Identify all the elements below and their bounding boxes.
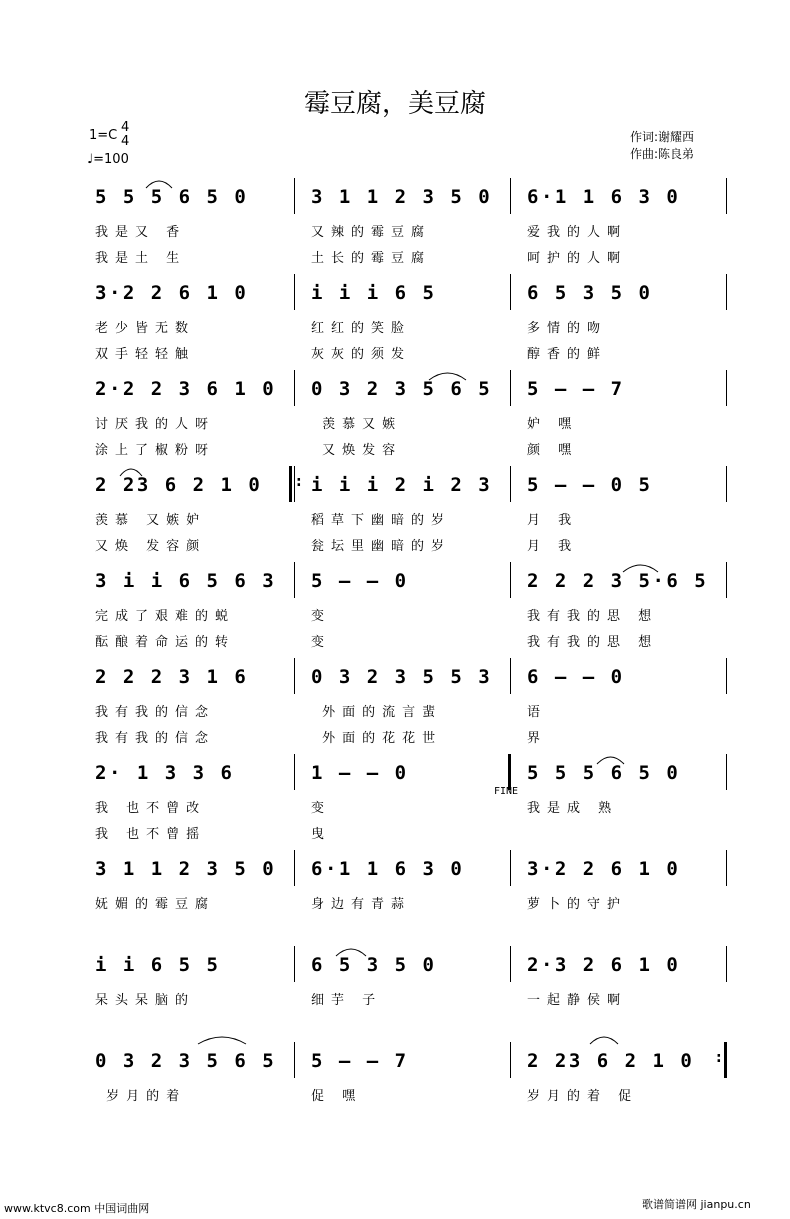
staff-system [0, 656, 790, 752]
lyric-verse-1: 一起静侯啊 [527, 993, 628, 1008]
song-title: 霉豆腐，美豆腐 [303, 89, 486, 119]
staff-system [0, 848, 790, 944]
barline [294, 178, 295, 214]
lyric-verse-2: 外面的花花世 [311, 731, 443, 746]
barline [726, 274, 727, 310]
staff-system [0, 752, 790, 848]
barline [510, 850, 511, 886]
measure-notes: 2·3 2 6 1 0 [527, 954, 681, 976]
lyric-verse-1: 变 [311, 801, 332, 816]
measure-notes: 2 23 6 2 1 0 [95, 474, 263, 496]
footer-left: www.ktvc8.com 中国词曲网 [4, 1202, 150, 1215]
staff-system [0, 1040, 790, 1136]
barline [294, 850, 295, 886]
measure-notes: 5 5 5 6 5 0 [527, 762, 681, 784]
barline [294, 1042, 295, 1078]
lyric-verse-1: 岁月的着 促 [527, 1089, 639, 1104]
barline [294, 754, 295, 790]
fine-barline [508, 754, 511, 790]
barline [510, 946, 511, 982]
measure-notes: 6 5 3 5 0 [527, 282, 653, 304]
lyric-verse-1: 我是又 香 [95, 225, 187, 240]
barline [726, 370, 727, 406]
measure-notes: 0 3 2 3 5 6 5 [311, 378, 493, 400]
lyric-verse-2: 我有我的思 想 [527, 635, 659, 650]
lyric-verse-1: 妩媚的霉豆腐 [95, 897, 216, 912]
lyricist-credit: 作词:谢耀西 [630, 130, 695, 144]
lyric-verse-2: 曳 [311, 827, 332, 842]
lyric-verse-1: 稻草下幽暗的岁 [311, 513, 452, 528]
barline [294, 466, 295, 502]
barline [726, 562, 727, 598]
measure-notes: 6 5 3 5 0 [311, 954, 437, 976]
barline [510, 466, 511, 502]
time-signature-top: 4 [121, 120, 130, 135]
staff-system [0, 176, 790, 272]
time-signature [121, 121, 129, 149]
measure-notes: i i 6 5 5 [95, 954, 221, 976]
lyric-verse-2: 呵护的人啊 [527, 251, 628, 266]
fine-label: FINE [494, 786, 519, 797]
measure-notes: 6·1 1 6 3 0 [527, 186, 681, 208]
barline [294, 658, 295, 694]
repeat-dots-icon: : [296, 474, 302, 490]
measure-notes: 2·2 2 3 6 1 0 [95, 378, 277, 400]
lyric-verse-1: 讨厌我的人呀 [95, 417, 216, 432]
measure-notes: 0 3 2 3 5 6 5 [95, 1050, 277, 1072]
barline [294, 370, 295, 406]
barline [726, 754, 727, 790]
barline [510, 658, 511, 694]
measure-notes: 0 3 2 3 5 5 3 [311, 666, 493, 688]
lyric-verse-1: 多情的吻 [527, 321, 608, 336]
repeat-dots-icon: : [716, 1050, 722, 1066]
staff-system [0, 464, 790, 560]
measure-notes: 5 – – 7 [527, 378, 625, 400]
repeat-end-barline [724, 1042, 727, 1078]
lyric-verse-2: 灰灰的须发 [311, 347, 412, 362]
barline [510, 562, 511, 598]
barline [510, 178, 511, 214]
composer-credit: 作曲:陈良弟 [630, 147, 695, 161]
lyric-verse-2: 双手轻轻触 [95, 347, 196, 362]
measure-notes: 2 23 6 2 1 0 [527, 1050, 695, 1072]
lyric-verse-1: 羡慕又嫉 [311, 417, 403, 432]
lyric-verse-1: 我有我的思 想 [527, 609, 659, 624]
lyric-verse-2: 月 我 [527, 539, 579, 554]
lyric-verse-1: 萝卜的守护 [527, 897, 628, 912]
measure-notes: 2 2 2 3 1 6 [95, 666, 249, 688]
footer-right: 歌谱简谱网 jianpu.cn [642, 1198, 751, 1211]
measure-notes: 2 2 2 3 5·6 5 [527, 570, 709, 592]
measure-notes: 6 – – 0 [527, 666, 625, 688]
lyric-verse-1: 身边有青蒜 [311, 897, 412, 912]
lyric-verse-2: 我是土 生 [95, 251, 187, 266]
staff-system [0, 272, 790, 368]
key-signature: 1=C [89, 128, 118, 143]
measure-notes: 5 5 5 6 5 0 [95, 186, 249, 208]
lyric-verse-1: 岁月的着 [95, 1089, 187, 1104]
lyric-verse-1: 又辣的霉豆腐 [311, 225, 432, 240]
lyric-verse-2: 醇香的鲜 [527, 347, 608, 362]
lyric-verse-1: 促 嘿 [311, 1089, 363, 1104]
staff-system [0, 368, 790, 464]
barline [510, 274, 511, 310]
barline [726, 178, 727, 214]
measure-notes: 5 – – 0 5 [527, 474, 653, 496]
measure-notes: i i i 2 i 2 3 [311, 474, 493, 496]
barline [726, 466, 727, 502]
lyric-verse-1: 红红的笑脸 [311, 321, 412, 336]
lyric-verse-1: 语 [527, 705, 548, 720]
barline [510, 1042, 511, 1078]
lyric-verse-1: 我 也不曾改 [95, 801, 207, 816]
measure-notes: i i i 6 5 [311, 282, 437, 304]
lyric-verse-2: 土长的霉豆腐 [311, 251, 432, 266]
measure-notes: 6·1 1 6 3 0 [311, 858, 465, 880]
barline [726, 946, 727, 982]
lyric-verse-1: 老少皆无数 [95, 321, 196, 336]
lyric-verse-1: 爱我的人啊 [527, 225, 628, 240]
lyric-verse-1: 变 [311, 609, 332, 624]
measure-notes: 2· 1 3 3 6 [95, 762, 235, 784]
lyric-verse-1: 细芋 子 [311, 993, 383, 1008]
lyric-verse-2: 变 [311, 635, 332, 650]
lyric-verse-1: 呆头呆脑的 [95, 993, 196, 1008]
lyric-verse-2: 我有我的信念 [95, 731, 216, 746]
measure-notes: 3 1 1 2 3 5 0 [95, 858, 277, 880]
measure-notes: 3 i i 6 5 6 3 [95, 570, 277, 592]
lyric-verse-1: 我是成 熟 [527, 801, 619, 816]
lyric-verse-2: 颜 嘿 [527, 443, 579, 458]
lyric-verse-2: 涂上了椒粉呀 [95, 443, 216, 458]
staff-system [0, 560, 790, 656]
measure-notes: 3·2 2 6 1 0 [95, 282, 249, 304]
lyric-verse-2: 酝酿着命运的转 [95, 635, 236, 650]
tempo-value: =100 [93, 152, 129, 167]
barline [294, 562, 295, 598]
lyric-verse-2: 我 也不曾摇 [95, 827, 207, 842]
lyric-verse-2: 又焕 发容颜 [95, 539, 207, 554]
lyric-verse-1: 月 我 [527, 513, 579, 528]
lyric-verse-1: 羡慕 又嫉妒 [95, 513, 207, 528]
measure-notes: 3·2 2 6 1 0 [527, 858, 681, 880]
repeat-start-barline [289, 466, 292, 502]
lyric-verse-1: 外面的流言蜚 [311, 705, 443, 720]
measure-notes: 5 – – 0 [311, 570, 409, 592]
barline [510, 370, 511, 406]
measure-notes: 3 1 1 2 3 5 0 [311, 186, 493, 208]
barline [294, 946, 295, 982]
barline [726, 658, 727, 694]
lyric-verse-1: 我有我的信念 [95, 705, 216, 720]
lyric-verse-1: 完成了艰难的蜕 [95, 609, 236, 624]
time-signature-bottom: 4 [121, 134, 130, 149]
lyric-verse-1: 妒 嘿 [527, 417, 579, 432]
quarter-note-icon: ♩ [87, 152, 94, 167]
measure-notes: 1 – – 0 [311, 762, 409, 784]
barline [294, 274, 295, 310]
lyric-verse-2: 又焕发容 [311, 443, 403, 458]
tempo-marking [87, 152, 129, 167]
barline [726, 850, 727, 886]
lyric-verse-2: 瓮坛里幽暗的岁 [311, 539, 452, 554]
staff-system [0, 944, 790, 1040]
lyric-verse-2: 界 [527, 731, 548, 746]
measure-notes: 5 – – 7 [311, 1050, 409, 1072]
